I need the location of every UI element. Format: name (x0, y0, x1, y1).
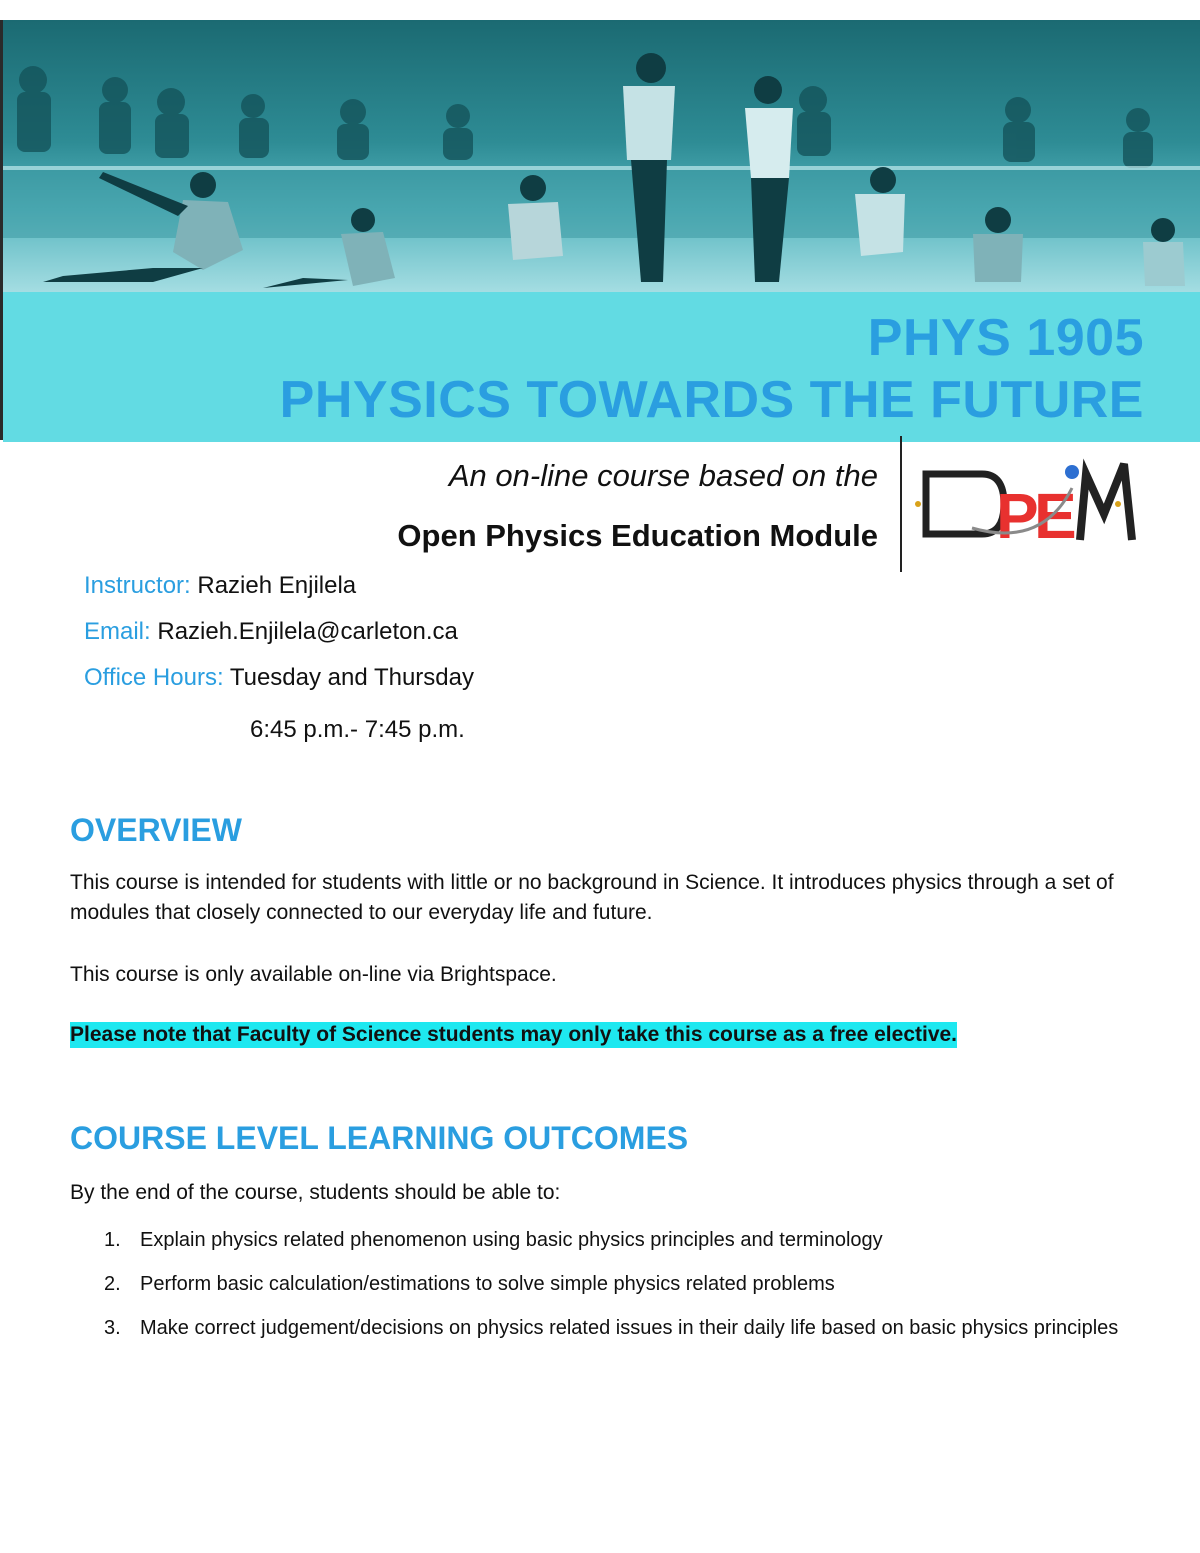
list-item (104, 1312, 1144, 1344)
email-label: Email: (84, 618, 151, 645)
figure-skaters-photo (3, 20, 1200, 292)
overview-heading: OVERVIEW (70, 812, 242, 848)
outcomes-intro: By the end of the course, students should be able to: (70, 1181, 561, 1204)
elective-note: Please note that Faculty of Science students may only take this course as a free elective. (70, 1023, 958, 1046)
list-item (104, 1224, 1144, 1256)
course-title: PHYSICS TOWARDS THE FUTURE (279, 371, 1144, 429)
opem-logo (912, 458, 1138, 555)
list-item-text: Explain physics related phenomenon using basic physics principles and terminology (140, 1229, 883, 1251)
tagline: An on-line course based on the (448, 458, 878, 493)
course-code: PHYS 1905 (867, 309, 1144, 367)
outcomes-heading: COURSE LEVEL LEARNING OUTCOMES (70, 1120, 689, 1156)
outcomes-list (104, 1224, 1144, 1356)
hero-image (3, 20, 1200, 292)
list-item (104, 1268, 1144, 1300)
svg-text:E: E (1034, 480, 1077, 550)
list-item-number: 3. (104, 1317, 121, 1339)
email-row (84, 618, 458, 646)
office-hours-row (84, 664, 474, 692)
email-link[interactable]: Razieh.Enjilela@carleton.ca (157, 618, 458, 645)
module-name: Open Physics Education Module (397, 518, 878, 553)
office-hours-days: Tuesday and Thursday (229, 664, 474, 691)
list-item-number: 2. (104, 1273, 121, 1295)
vertical-divider (900, 436, 902, 572)
instructor-row (84, 572, 356, 600)
list-item-text: Perform basic calculation/estimations to solve simple physics related problems (140, 1273, 835, 1295)
overview-paragraph: This course is intended for students with little or no background in Science. It introduces physics through a set of modules that closely connected to our everyday life and future. (70, 871, 1114, 924)
instructor-label: Instructor: (84, 572, 191, 599)
availability-paragraph: This course is only available on-line via Brightspace. (70, 963, 557, 986)
list-item-text: Make correct judgement/decisions on physics related issues in their daily life based on basic physics principles (140, 1317, 1119, 1339)
office-hours-label: Office Hours: (84, 664, 224, 691)
svg-text:P: P (996, 480, 1039, 550)
office-hours-time: 6:45 p.m.- 7:45 p.m. (250, 716, 465, 743)
list-item-number: 1. (104, 1229, 121, 1251)
instructor-value: Razieh Enjilela (197, 572, 357, 599)
opem-logo-icon (912, 458, 1138, 550)
